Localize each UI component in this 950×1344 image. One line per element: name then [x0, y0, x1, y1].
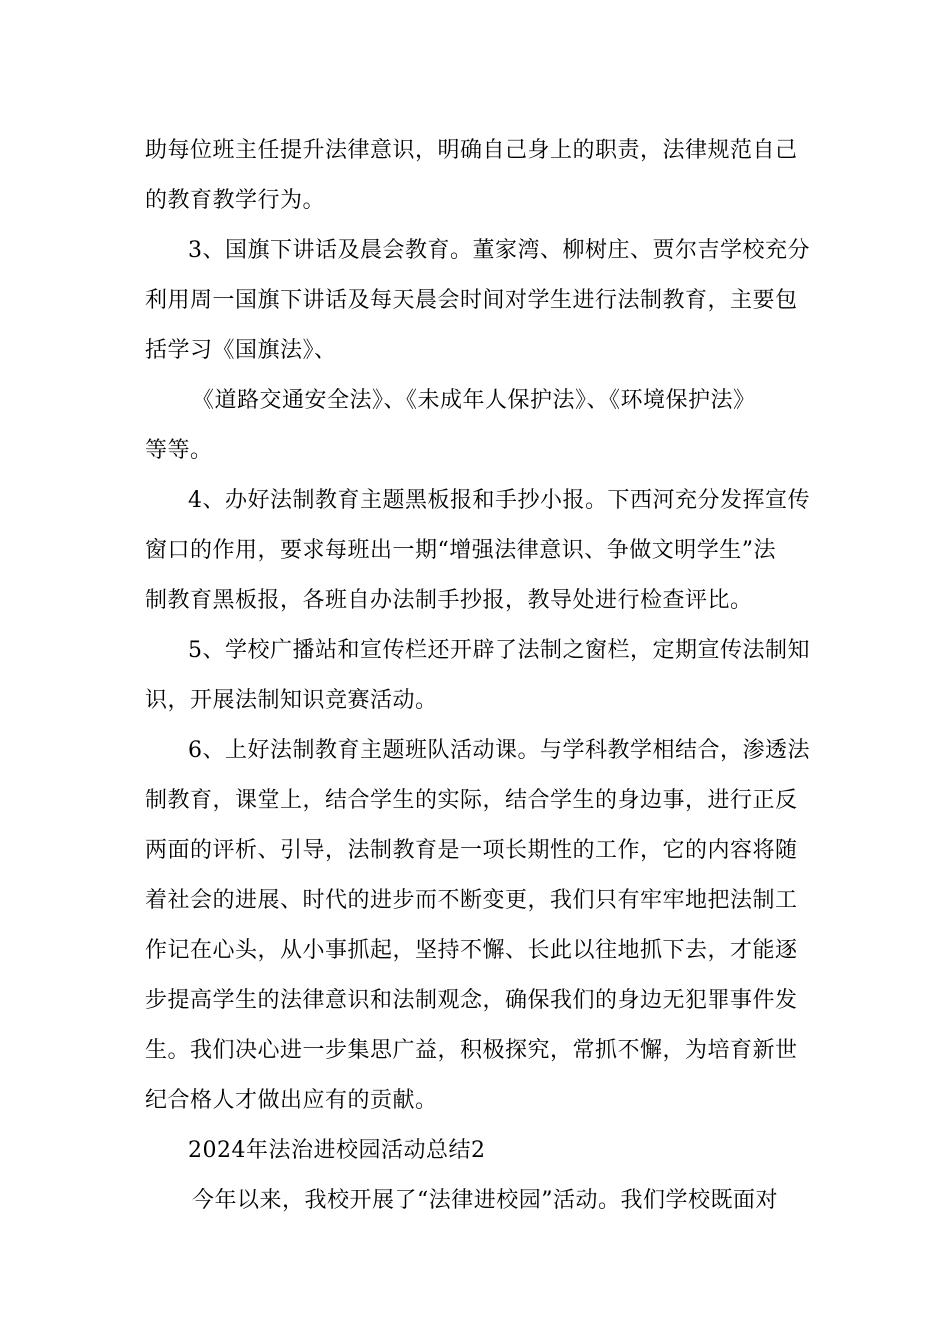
text-line: 制教育，课堂上，结合学生的实际，结合学生的身边事，进行正反	[145, 788, 798, 813]
text-line: 纪合格人才做出应有的贡献。	[145, 1088, 438, 1113]
text-line: 窗口的作用，要求每班出一期“增强法律意识、争做文明学生”法	[145, 538, 776, 563]
text-line: 5、学校广播站和宣传栏还开辟了法制之窗栏，定期宣传法制知	[188, 638, 810, 663]
text-line: 两面的评析、引导，法制教育是一项长期性的工作，它的内容将随	[145, 838, 798, 863]
text-line: 6、上好法制教育主题班队活动课。与学科教学相结合，渗透法	[188, 738, 810, 763]
text-line: 3、国旗下讲话及晨会教育。董家湾、柳树庄、贾尔吉学校充分	[188, 238, 810, 263]
text-line: 步提高学生的法律意识和法制观念，确保我们的身边无犯罪事件发	[145, 988, 798, 1013]
text-line: 助每位班主任提升法律意识，明确自己身上的职责，法律规范自己	[145, 138, 798, 163]
text-line: 的教育教学行为。	[145, 188, 326, 213]
text-line: 今年以来，我校开展了“法律进校园”活动。我们学校既面对	[192, 1188, 778, 1213]
text-line: 4、办好法制教育主题黑板报和手抄小报。下西河充分发挥宣传	[188, 488, 810, 513]
text-line: 利用周一国旗下讲话及每天晨会时间对学生进行法制教育，主要包	[145, 288, 798, 313]
text-line: 括学习《国旗法》、	[145, 338, 337, 363]
text-line: 生。我们决心进一步集思广益，积极探究，常抓不懈，为培育新世	[145, 1038, 798, 1063]
text-line: 等等。	[145, 438, 213, 463]
section-heading: 2024年法治进校园活动总结2	[188, 1138, 486, 1163]
text-line: 制教育黑板报，各班自办法制手抄报，教导处进行检查评比。	[145, 588, 753, 613]
text-line: 着社会的进展、时代的进步而不断变更，我们只有牢牢地把法制工	[145, 888, 798, 913]
text-line: 作记在心头，从小事抓起，坚持不懈、长此以往地抓下去，才能逐	[145, 938, 798, 963]
text-line: 识，开展法制知识竞赛活动。	[145, 688, 438, 713]
text-line: 《道路交通安全法》、《未成年人保护法》、《环境保护法》	[192, 388, 756, 413]
